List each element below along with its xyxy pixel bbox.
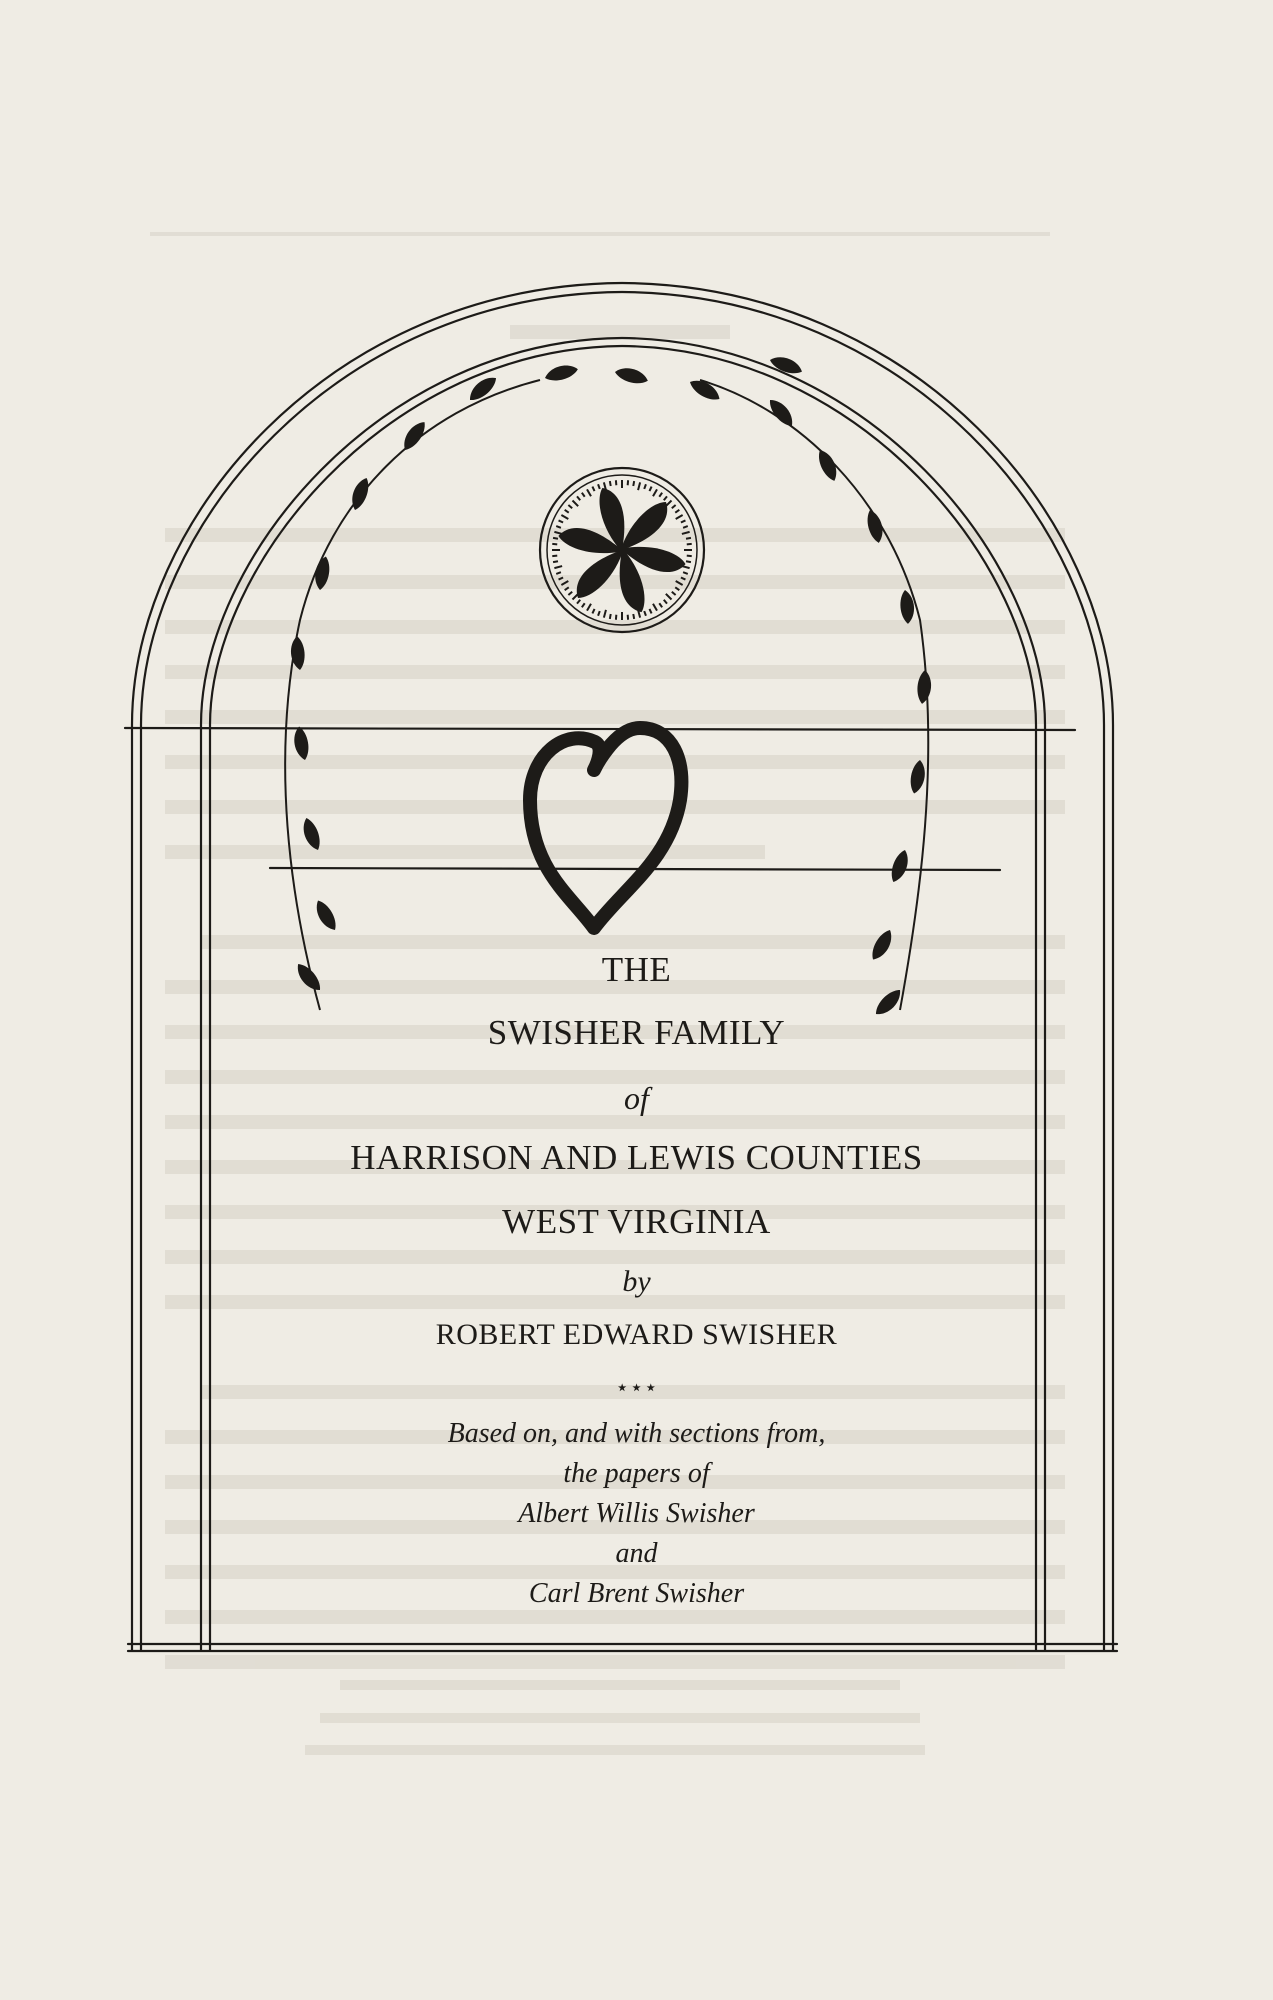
- credit-line-4: and: [615, 1538, 658, 1569]
- title-line-counties: HARRISON AND LEWIS COUNTIES: [350, 1138, 923, 1177]
- credit-line-1: Based on, and with sections from,: [447, 1418, 826, 1449]
- vine-leaves: [290, 353, 933, 1019]
- medallion-tick: [682, 532, 690, 534]
- medallion-tick: [666, 594, 672, 600]
- medallion-tick: [664, 600, 667, 604]
- vine-leaf-icon: [815, 447, 842, 484]
- medallion-tick: [649, 487, 651, 492]
- credit-line-2: the papers of: [563, 1458, 710, 1489]
- medallion-tick: [683, 526, 688, 528]
- title-line-the: THE: [601, 950, 672, 989]
- vine-leaf-icon: [908, 759, 927, 795]
- medallion-tick: [604, 610, 606, 618]
- medallion-tick: [556, 526, 561, 528]
- medallion-tick: [554, 566, 562, 568]
- vine-leaf-icon: [299, 816, 323, 853]
- vine-leaf-icon: [888, 848, 912, 885]
- medallion-tick: [565, 587, 569, 590]
- divider-ornament: ٭ ٭ ٭: [617, 1377, 656, 1397]
- credit-line-3: Albert Willis Swisher: [518, 1498, 755, 1529]
- vine-leaf-icon: [864, 508, 886, 544]
- title-line-family: SWISHER FAMILY: [487, 1013, 786, 1052]
- vine-leaf-icon: [313, 555, 332, 591]
- vine-leaf-icon: [399, 418, 430, 454]
- medallion-tick: [573, 501, 579, 507]
- medallion-tick: [568, 505, 572, 508]
- vine-leaf-icon: [613, 365, 649, 387]
- medallion-tick: [610, 481, 611, 486]
- medallion-tick: [653, 489, 657, 496]
- medallion-tick: [559, 577, 564, 579]
- medallion-tick: [568, 592, 572, 595]
- medallion-tick: [644, 484, 646, 489]
- medallion-tick: [644, 611, 646, 616]
- medallion-tick: [577, 600, 580, 604]
- medallion-tick: [559, 520, 564, 522]
- vine-leaf-icon: [916, 669, 932, 704]
- title-line-state: WEST VIRGINIA: [502, 1202, 771, 1241]
- medallion-tick: [672, 505, 676, 508]
- heart-icon: [530, 728, 681, 928]
- medallion-tick: [610, 614, 611, 619]
- medallion-tick: [659, 603, 662, 607]
- vine-leaf-icon: [312, 898, 341, 934]
- medallion-tick: [664, 496, 667, 500]
- medallion-tick: [649, 609, 651, 614]
- vine-leaf-icon: [687, 376, 723, 405]
- medallion-tick: [565, 510, 569, 513]
- byline-by: by: [622, 1265, 651, 1298]
- vine-leaf-icon: [292, 725, 311, 761]
- medallion-tick: [686, 561, 691, 562]
- medallion-tick: [577, 496, 580, 500]
- medallion-tick: [587, 489, 591, 496]
- medallion-tick: [587, 604, 591, 611]
- medallion-tick: [553, 538, 558, 539]
- medallion-tick: [638, 482, 640, 490]
- vine-leaf-icon: [543, 362, 579, 384]
- medallion-tick: [561, 515, 568, 519]
- medallion-tick: [633, 481, 634, 486]
- medallion-tick: [675, 510, 679, 513]
- medallion-tick: [582, 493, 585, 497]
- medallion-tick: [675, 587, 679, 590]
- medallion-tick: [556, 572, 561, 574]
- medallion-tick: [681, 520, 686, 522]
- medallion-tick: [659, 493, 662, 497]
- medallion-tick: [683, 572, 688, 574]
- medallion-tick: [561, 581, 568, 585]
- medallion-tick: [553, 561, 558, 562]
- medallion-tick: [676, 581, 683, 585]
- medallion-tick: [598, 484, 600, 489]
- medallion-tick: [582, 603, 585, 607]
- medallion-tick: [592, 487, 594, 492]
- medallion-tick: [676, 515, 683, 519]
- title-connector: of: [624, 1080, 649, 1116]
- medallion-tick: [633, 614, 634, 619]
- medallion-tick: [653, 604, 657, 611]
- medallion-tick: [681, 577, 686, 579]
- medallion-tick: [598, 611, 600, 616]
- credit-line-5: Carl Brent Swisher: [528, 1578, 745, 1609]
- author-name: ROBERT EDWARD SWISHER: [435, 1318, 838, 1351]
- medallion-tick: [686, 538, 691, 539]
- medallion-tick: [592, 609, 594, 614]
- medallion-tick: [672, 592, 676, 595]
